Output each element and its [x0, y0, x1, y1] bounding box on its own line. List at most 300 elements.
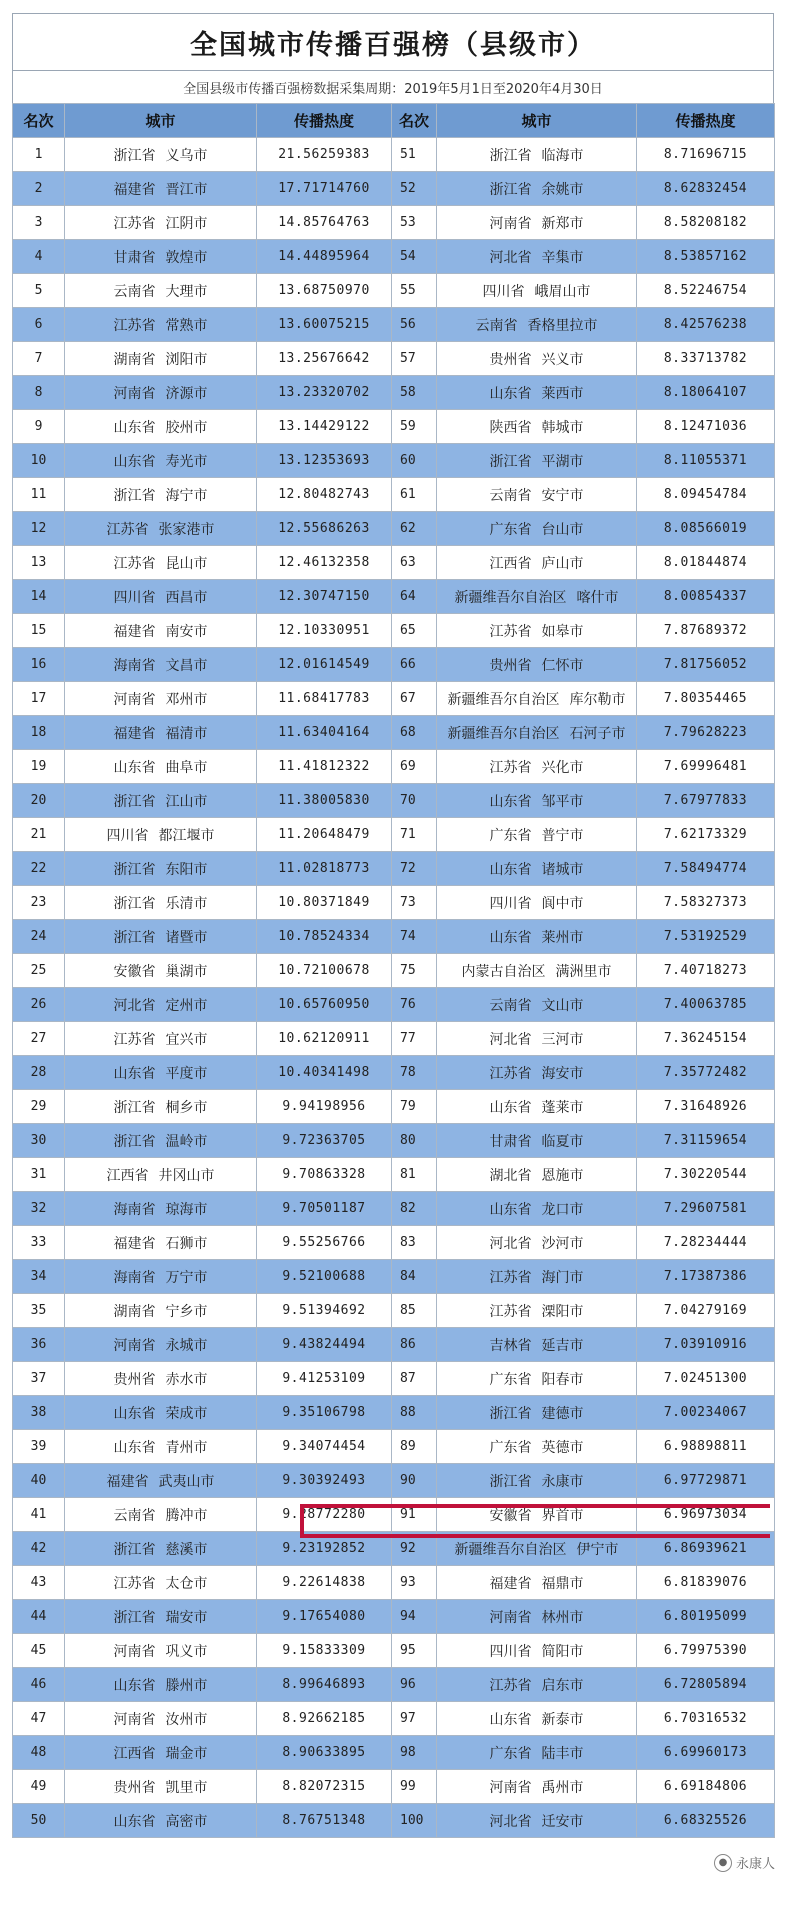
city-cell [65, 240, 257, 274]
city-label: 蓬莱市 [541, 1099, 584, 1116]
table-row [13, 784, 775, 818]
rank-cell: 25 [13, 954, 65, 988]
city-label: 义乌市 [165, 147, 208, 164]
table-row [13, 988, 775, 1022]
city-cell [65, 1430, 257, 1464]
rank-cell: 62 [392, 512, 437, 546]
rank-cell: 40 [13, 1464, 65, 1498]
city-cell [65, 852, 257, 886]
rank-cell: 91 [392, 1498, 437, 1532]
heat-value-cell: 9.35106798 [257, 1396, 392, 1430]
table-row [13, 682, 775, 716]
city-cell [65, 682, 257, 716]
heat-value-cell: 8.99646893 [257, 1668, 392, 1702]
province-label: 浙江省 [113, 487, 156, 504]
province-label: 山东省 [489, 1099, 532, 1116]
city-label: 迁安市 [541, 1813, 584, 1830]
city-cell [437, 580, 637, 614]
rank-cell: 50 [13, 1804, 65, 1838]
province-label: 云南省 [489, 997, 532, 1014]
city-cell [437, 1634, 637, 1668]
city-label: 晋江市 [165, 181, 208, 198]
heat-value-cell: 6.81839076 [637, 1566, 775, 1600]
province-label: 四川省 [489, 1643, 532, 1660]
city-label: 阆中市 [541, 895, 584, 912]
province-label: 广东省 [489, 521, 532, 538]
province-label: 河北省 [489, 1235, 532, 1252]
rank-cell: 53 [392, 206, 437, 240]
heat-value-cell: 7.29607581 [637, 1192, 775, 1226]
province-label: 贵州省 [113, 1779, 156, 1796]
city-cell [437, 988, 637, 1022]
heat-value-cell: 11.41812322 [257, 750, 392, 784]
city-cell [65, 818, 257, 852]
city-cell [437, 274, 637, 308]
header-rank-right: 名次 [392, 104, 437, 138]
rank-cell: 39 [13, 1430, 65, 1464]
heat-value-cell: 7.58327373 [637, 886, 775, 920]
rank-cell: 9 [13, 410, 65, 444]
heat-value-cell: 9.70501187 [257, 1192, 392, 1226]
rank-cell: 14 [13, 580, 65, 614]
header-city-right: 城市 [437, 104, 637, 138]
city-cell [65, 1668, 257, 1702]
city-label: 邹平市 [541, 793, 584, 810]
rank-cell: 11 [13, 478, 65, 512]
heat-value-cell: 7.40063785 [637, 988, 775, 1022]
rank-cell: 86 [392, 1328, 437, 1362]
table-row [13, 1328, 775, 1362]
table-row [13, 886, 775, 920]
table-row [13, 1430, 775, 1464]
rank-cell: 21 [13, 818, 65, 852]
city-label: 张家港市 [158, 521, 215, 538]
province-label: 江苏省 [489, 1677, 532, 1694]
province-label: 河北省 [489, 1031, 532, 1048]
table-row [13, 376, 775, 410]
table-row [13, 138, 775, 172]
city-cell [65, 1770, 257, 1804]
heat-value-cell: 8.82072315 [257, 1770, 392, 1804]
province-label: 山东省 [113, 1439, 156, 1456]
province-label: 浙江省 [113, 147, 156, 164]
city-label: 建德市 [541, 1405, 584, 1422]
city-label: 仁怀市 [541, 657, 584, 674]
province-label: 江西省 [489, 555, 532, 572]
city-cell [437, 1600, 637, 1634]
rank-cell: 24 [13, 920, 65, 954]
city-cell [437, 206, 637, 240]
rank-cell: 83 [392, 1226, 437, 1260]
city-cell [65, 1124, 257, 1158]
province-label: 福建省 [106, 1473, 149, 1490]
heat-value-cell: 10.78524334 [257, 920, 392, 954]
heat-value-cell: 7.31159654 [637, 1124, 775, 1158]
table-row [13, 1226, 775, 1260]
rank-cell: 68 [392, 716, 437, 750]
table-row [13, 1702, 775, 1736]
province-label: 湖北省 [489, 1167, 532, 1184]
province-label: 四川省 [106, 827, 149, 844]
table-row [13, 1362, 775, 1396]
heat-value-cell: 7.62173329 [637, 818, 775, 852]
province-label: 广东省 [489, 1439, 532, 1456]
province-label: 河南省 [489, 1779, 532, 1796]
heat-value-cell: 7.00234067 [637, 1396, 775, 1430]
rank-cell: 12 [13, 512, 65, 546]
heat-value-cell: 11.02818773 [257, 852, 392, 886]
table-row [13, 920, 775, 954]
table-row [13, 1736, 775, 1770]
rank-cell: 30 [13, 1124, 65, 1158]
province-label: 湖南省 [113, 1303, 156, 1320]
city-cell [437, 1124, 637, 1158]
heat-value-cell: 6.96973034 [637, 1498, 775, 1532]
city-label: 井冈山市 [158, 1167, 215, 1184]
city-label: 武夷山市 [158, 1473, 215, 1490]
rank-cell: 76 [392, 988, 437, 1022]
province-label: 山东省 [113, 1405, 156, 1422]
rank-cell: 57 [392, 342, 437, 376]
city-cell [65, 1090, 257, 1124]
table-row [13, 1090, 775, 1124]
city-cell [65, 1396, 257, 1430]
heat-value-cell: 13.12353693 [257, 444, 392, 478]
province-label: 湖南省 [113, 351, 156, 368]
province-label: 贵州省 [489, 657, 532, 674]
heat-value-cell: 8.11055371 [637, 444, 775, 478]
heat-value-cell: 8.33713782 [637, 342, 775, 376]
city-label: 沙河市 [541, 1235, 584, 1252]
table-row [13, 342, 775, 376]
city-label: 简阳市 [541, 1643, 584, 1660]
table-row [13, 750, 775, 784]
heat-value-cell: 6.68325526 [637, 1804, 775, 1838]
highlight-box [300, 1504, 770, 1538]
province-label: 新疆维吾尔自治区 [447, 725, 560, 742]
table-row [13, 1158, 775, 1192]
province-label: 浙江省 [113, 861, 156, 878]
city-label: 慈溪市 [165, 1541, 208, 1558]
province-label: 江苏省 [113, 1575, 156, 1592]
rank-cell: 90 [392, 1464, 437, 1498]
city-cell [65, 172, 257, 206]
province-label: 河南省 [113, 1643, 156, 1660]
province-label: 江苏省 [113, 215, 156, 232]
heat-value-cell: 10.65760950 [257, 988, 392, 1022]
province-label: 山东省 [113, 1813, 156, 1830]
city-cell [437, 1022, 637, 1056]
heat-value-cell: 7.35772482 [637, 1056, 775, 1090]
heat-value-cell: 13.68750970 [257, 274, 392, 308]
city-label: 陆丰市 [541, 1745, 584, 1762]
province-label: 四川省 [489, 895, 532, 912]
heat-value-cell: 9.22614838 [257, 1566, 392, 1600]
table-row [13, 512, 775, 546]
city-label: 汝州市 [165, 1711, 208, 1728]
city-cell [437, 410, 637, 444]
heat-value-cell: 7.79628223 [637, 716, 775, 750]
city-cell [437, 614, 637, 648]
rank-cell: 63 [392, 546, 437, 580]
province-label: 河南省 [113, 1337, 156, 1354]
table-row [13, 1634, 775, 1668]
city-cell [437, 172, 637, 206]
table-row [13, 1124, 775, 1158]
rank-cell: 79 [392, 1090, 437, 1124]
city-label: 海宁市 [165, 487, 208, 504]
heat-value-cell: 9.51394692 [257, 1294, 392, 1328]
table-body [13, 138, 775, 1838]
rank-cell: 4 [13, 240, 65, 274]
city-cell [437, 920, 637, 954]
rank-cell: 54 [392, 240, 437, 274]
city-label: 太仓市 [165, 1575, 208, 1592]
rank-cell: 27 [13, 1022, 65, 1056]
city-label: 瑞金市 [165, 1745, 208, 1762]
rank-cell: 82 [392, 1192, 437, 1226]
city-label: 常熟市 [165, 317, 208, 334]
rank-cell: 1 [13, 138, 65, 172]
province-label: 浙江省 [113, 1133, 156, 1150]
city-label: 恩施市 [541, 1167, 584, 1184]
city-label: 普宁市 [541, 827, 584, 844]
province-label: 福建省 [113, 725, 156, 742]
city-label: 庐山市 [541, 555, 584, 572]
table-row [13, 444, 775, 478]
province-label: 福建省 [113, 1235, 156, 1252]
province-label: 江苏省 [489, 623, 532, 640]
city-cell [65, 308, 257, 342]
city-label: 阳春市 [541, 1371, 584, 1388]
heat-value-cell: 12.55686263 [257, 512, 392, 546]
city-label: 满洲里市 [555, 963, 612, 980]
rank-cell: 28 [13, 1056, 65, 1090]
heat-value-cell: 9.52100688 [257, 1260, 392, 1294]
table-row [13, 852, 775, 886]
city-cell [437, 444, 637, 478]
city-label: 青州市 [165, 1439, 208, 1456]
city-label: 平湖市 [541, 453, 584, 470]
province-label: 浙江省 [489, 181, 532, 198]
table-row [13, 1294, 775, 1328]
city-label: 余姚市 [541, 181, 584, 198]
heat-value-cell: 7.69996481 [637, 750, 775, 784]
city-label: 启东市 [541, 1677, 584, 1694]
rank-cell: 81 [392, 1158, 437, 1192]
heat-value-cell: 9.41253109 [257, 1362, 392, 1396]
province-label: 福建省 [489, 1575, 532, 1592]
heat-value-cell: 7.53192529 [637, 920, 775, 954]
table-row [13, 818, 775, 852]
city-cell [65, 1022, 257, 1056]
city-label: 永城市 [165, 1337, 208, 1354]
heat-value-cell: 9.94198956 [257, 1090, 392, 1124]
province-label: 云南省 [489, 487, 532, 504]
province-label: 山东省 [489, 929, 532, 946]
province-label: 山东省 [489, 793, 532, 810]
city-label: 喀什市 [576, 589, 619, 606]
province-label: 河北省 [489, 1813, 532, 1830]
rank-cell: 84 [392, 1260, 437, 1294]
province-label: 山东省 [489, 861, 532, 878]
ranking-document [12, 13, 774, 1838]
city-label: 莱西市 [541, 385, 584, 402]
heat-value-cell: 9.17654080 [257, 1600, 392, 1634]
province-label: 江苏省 [489, 759, 532, 776]
province-label: 陕西省 [489, 419, 532, 436]
rank-cell: 34 [13, 1260, 65, 1294]
province-label: 广东省 [489, 1745, 532, 1762]
province-label: 江西省 [113, 1745, 156, 1762]
table-row [13, 1566, 775, 1600]
city-label: 临夏市 [541, 1133, 584, 1150]
heat-value-cell: 8.01844874 [637, 546, 775, 580]
heat-value-cell: 10.72100678 [257, 954, 392, 988]
rank-cell: 55 [392, 274, 437, 308]
city-cell [437, 512, 637, 546]
rank-cell: 22 [13, 852, 65, 886]
heat-value-cell: 9.28772280 [257, 1498, 392, 1532]
city-cell [437, 818, 637, 852]
city-label: 香格里拉市 [527, 317, 598, 334]
city-cell [437, 1158, 637, 1192]
province-label: 河北省 [489, 249, 532, 266]
province-label: 山东省 [113, 419, 156, 436]
city-label: 桐乡市 [165, 1099, 208, 1116]
province-label: 山东省 [113, 1677, 156, 1694]
city-label: 福鼎市 [541, 1575, 584, 1592]
city-label: 西昌市 [165, 589, 208, 606]
heat-value-cell: 12.80482743 [257, 478, 392, 512]
rank-cell: 69 [392, 750, 437, 784]
city-cell [437, 1566, 637, 1600]
city-label: 昆山市 [165, 555, 208, 572]
rank-cell: 100 [392, 1804, 437, 1838]
city-label: 石狮市 [165, 1235, 208, 1252]
province-label: 新疆维吾尔自治区 [454, 1541, 567, 1558]
rank-cell: 88 [392, 1396, 437, 1430]
rank-cell: 49 [13, 1770, 65, 1804]
city-cell [437, 1056, 637, 1090]
heat-value-cell: 8.42576238 [637, 308, 775, 342]
city-cell [65, 1226, 257, 1260]
city-label: 安宁市 [541, 487, 584, 504]
city-cell [65, 1566, 257, 1600]
city-cell [65, 1804, 257, 1838]
heat-value-cell: 9.70863328 [257, 1158, 392, 1192]
rank-cell: 77 [392, 1022, 437, 1056]
city-label: 海安市 [541, 1065, 584, 1082]
table-row [13, 1770, 775, 1804]
city-cell [437, 886, 637, 920]
rank-cell: 44 [13, 1600, 65, 1634]
rank-cell: 67 [392, 682, 437, 716]
table-row [13, 648, 775, 682]
city-cell [437, 716, 637, 750]
heat-value-cell: 8.12471036 [637, 410, 775, 444]
city-label: 胶州市 [165, 419, 208, 436]
table-row [13, 1464, 775, 1498]
city-label: 荣成市 [165, 1405, 208, 1422]
heat-value-cell: 7.03910916 [637, 1328, 775, 1362]
province-label: 江苏省 [106, 521, 149, 538]
city-cell [437, 376, 637, 410]
province-label: 河南省 [113, 691, 156, 708]
heat-value-cell: 8.18064107 [637, 376, 775, 410]
city-cell [437, 1328, 637, 1362]
heat-value-cell: 6.69960173 [637, 1736, 775, 1770]
city-label: 浏阳市 [165, 351, 208, 368]
city-label: 峨眉山市 [534, 283, 591, 300]
city-label: 龙口市 [541, 1201, 584, 1218]
province-label: 广东省 [489, 1371, 532, 1388]
city-cell [437, 1702, 637, 1736]
city-cell [65, 580, 257, 614]
heat-value-cell: 6.70316532 [637, 1702, 775, 1736]
table-row [13, 1022, 775, 1056]
heat-value-cell: 9.43824494 [257, 1328, 392, 1362]
city-cell [437, 1770, 637, 1804]
table-row [13, 546, 775, 580]
heat-value-cell: 12.46132358 [257, 546, 392, 580]
heat-value-cell: 6.79975390 [637, 1634, 775, 1668]
city-cell [65, 1736, 257, 1770]
city-cell [437, 138, 637, 172]
city-label: 兴化市 [541, 759, 584, 776]
city-cell [65, 206, 257, 240]
rank-cell: 33 [13, 1226, 65, 1260]
city-cell [437, 342, 637, 376]
city-label: 林州市 [541, 1609, 584, 1626]
city-label: 万宁市 [165, 1269, 208, 1286]
city-cell [437, 1396, 637, 1430]
city-cell [437, 308, 637, 342]
province-label: 贵州省 [113, 1371, 156, 1388]
rank-cell: 52 [392, 172, 437, 206]
city-cell [437, 750, 637, 784]
table-row [13, 240, 775, 274]
city-label: 南安市 [165, 623, 208, 640]
rank-cell: 97 [392, 1702, 437, 1736]
table-row [13, 478, 775, 512]
rank-cell: 5 [13, 274, 65, 308]
city-cell [65, 1702, 257, 1736]
rank-cell: 98 [392, 1736, 437, 1770]
city-cell [437, 682, 637, 716]
rank-cell: 29 [13, 1090, 65, 1124]
city-label: 凯里市 [165, 1779, 208, 1796]
heat-value-cell: 8.92662185 [257, 1702, 392, 1736]
table-row [13, 954, 775, 988]
table-row [13, 206, 775, 240]
city-label: 高密市 [165, 1813, 208, 1830]
city-label: 辛集市 [541, 249, 584, 266]
province-label: 甘肃省 [489, 1133, 532, 1150]
table-row [13, 274, 775, 308]
province-label: 山东省 [113, 759, 156, 776]
province-label: 安徽省 [489, 1507, 532, 1524]
city-label: 温岭市 [165, 1133, 208, 1150]
page-title: 全国城市传播百强榜（县级市） [12, 13, 774, 70]
heat-value-cell: 8.58208182 [637, 206, 775, 240]
rank-cell: 99 [392, 1770, 437, 1804]
rank-cell: 87 [392, 1362, 437, 1396]
city-cell [65, 648, 257, 682]
province-label: 云南省 [475, 317, 518, 334]
province-label: 四川省 [113, 589, 156, 606]
city-cell [437, 1464, 637, 1498]
